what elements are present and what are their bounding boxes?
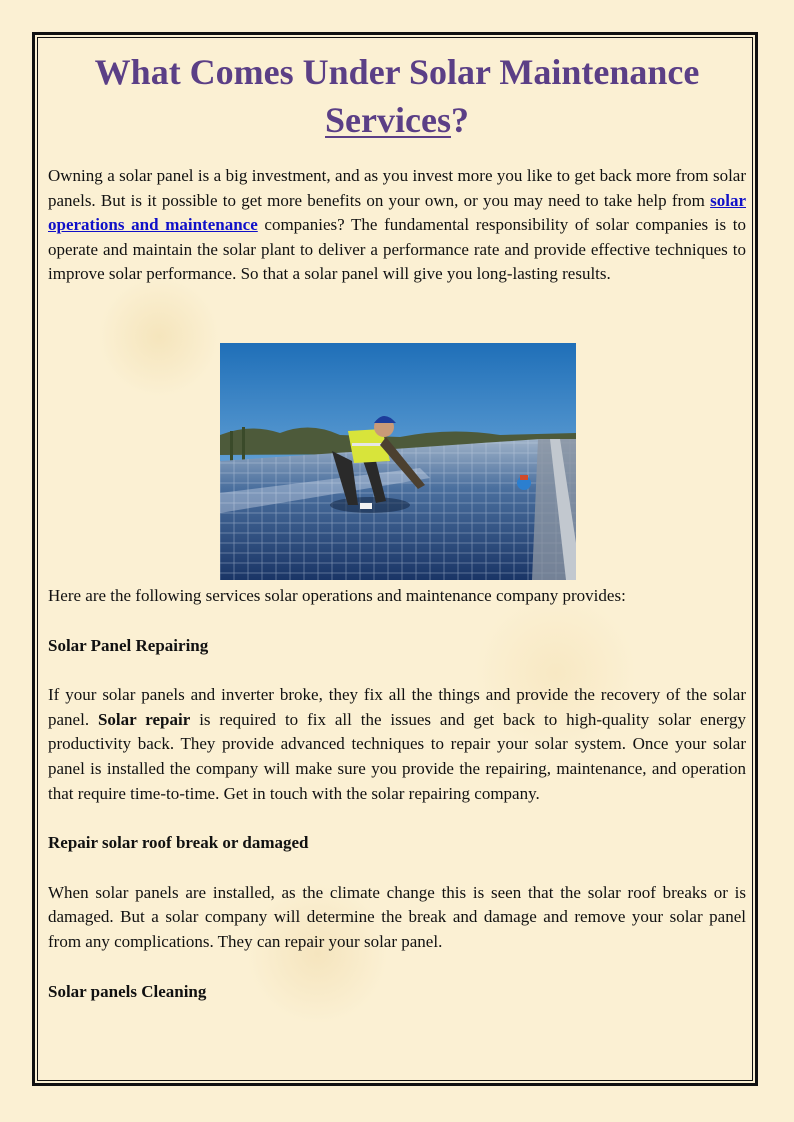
section-body-roof: When solar panels are installed, as the climate change this is seen that the solar roof breaks or is damaged. But a solar company will determine the break and damage and remove your solar panel from any complications. They can repair your solar panel. (48, 882, 746, 951)
page-title (48, 48, 746, 144)
section-body-repairing (48, 683, 746, 806)
title-services: Services (325, 100, 451, 140)
section-heading-roof: Repair solar roof break or damaged (48, 833, 309, 853)
intro-text-start: Owning a solar panel is a big investment, and as you invest more you like to get back more from solar panels. But is it possible to get more benefits on your own, or you may need to take help from (48, 166, 746, 210)
title-line1: What Comes Under Solar Maintenance (94, 52, 700, 92)
repairing-text-end: is required to fix all the issues and get back to high-quality solar energy productivity back. They provide advanced techniques to repair your solar system. Once your solar panel is installed the company will make sure you provide the repairing, maintenance, and operation that require time-to-time. Get in touch with the solar repairing company. (48, 709, 746, 803)
section-heading-cleaning: Solar panels Cleaning (48, 981, 207, 1001)
section-heading-repairing: Solar Panel Repairing (48, 635, 209, 655)
solar-repair-bold: Solar repair (97, 709, 191, 729)
repairing-text-start: If your solar panels and inverter broke, they fix all the things and provide the recovery of the solar panel. (48, 685, 746, 729)
title-question-mark: ? (450, 100, 469, 140)
services-intro: Here are the following services solar operations and maintenance company provides: (48, 585, 626, 605)
solar-om-link[interactable]: solar operations and maintenance (48, 190, 746, 235)
solar-worker-photo (220, 343, 576, 580)
intro-paragraph (48, 164, 746, 287)
intro-text-end: companies? The fundamental responsibility of solar companies is to operate and maintain the solar plant to deliver a performance rate and provide effective techniques to improve solar performance. So that a solar panel will give you long-lasting results. (48, 215, 746, 284)
